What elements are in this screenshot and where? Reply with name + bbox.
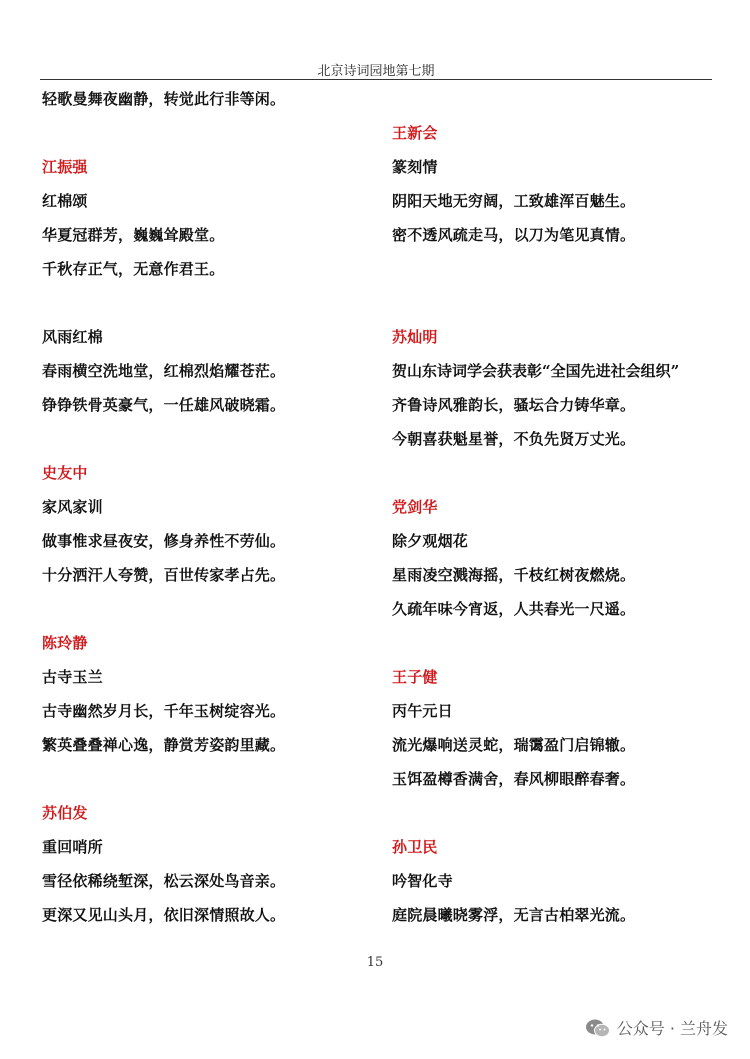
verse-line: 庭院晨曦晓雾浮，无言古柏翠光流。: [392, 906, 636, 924]
poem-title: 吟智化寺: [392, 872, 453, 890]
verse-line: 千秋存正气，无意作君王。: [42, 260, 225, 278]
verse-line: 春雨横空洗地堂，红棉烈焰耀苍茫。: [42, 362, 286, 380]
verse-line: 今朝喜获魁星誉，不负先贤万丈光。: [392, 430, 636, 448]
author-name: 苏伯发: [42, 804, 88, 822]
verse-line: 密不透风疏走马，以刀为笔见真情。: [392, 226, 636, 244]
poem-title: 贺山东诗词学会获表彰“全国先进社会组织”: [392, 362, 680, 380]
poem-title: 除夕观烟花: [392, 532, 469, 550]
verse-line: 星雨凌空溅海摇，千枝红树夜燃烧。: [392, 566, 636, 584]
author-name: 党剑华: [392, 498, 438, 516]
verse-line: 繁英叠叠禅心逸，静赏芳姿韵里藏。: [42, 736, 286, 754]
author-name: 史友中: [42, 464, 88, 482]
author-name: 江振强: [42, 158, 88, 176]
author-name: 王新会: [392, 124, 438, 142]
watermark: [585, 1016, 728, 1039]
poem-title: 家风家训: [42, 498, 103, 516]
watermark-label: 公众号 · 兰舟发: [616, 1019, 728, 1038]
poem-title: 风雨红棉: [42, 328, 103, 346]
wechat-icon: [585, 1018, 611, 1038]
verse-line: 久疏年味今宵返，人共春光一尺遥。: [392, 600, 636, 618]
poem-title: 篆刻情: [392, 158, 438, 176]
verse-line: 轻歌曼舞夜幽静，转觉此行非等闲。: [42, 90, 286, 108]
verse-line: 阴阳天地无穷阔，工致雄浑百魅生。: [392, 192, 636, 210]
verse-line: 华夏冠群芳，巍巍耸殿堂。: [42, 226, 225, 244]
header-divider: [40, 79, 712, 80]
page-number: 15: [366, 955, 384, 970]
poem-title: 丙午元日: [392, 702, 453, 720]
verse-line: 流光爆响送灵蛇，瑞霭盈门启锦辙。: [392, 736, 636, 754]
verse-line: 更深又见山头月，依旧深情照故人。: [42, 906, 286, 924]
verse-line: 玉饵盈樽香满舍，春风柳眼醉春奢。: [392, 770, 636, 788]
verse-line: 雪径依稀绕堑深，松云深处鸟音亲。: [42, 872, 286, 890]
verse-line: 齐鲁诗风雅韵长，骚坛合力铸华章。: [392, 396, 636, 414]
verse-line: 铮铮铁骨英豪气，一任雄风破晓霜。: [42, 396, 286, 414]
verse-line: 做事惟求昼夜安，修身养性不劳仙。: [42, 532, 286, 550]
verse-line: 十分洒汗人夸赞，百世传家孝占先。: [42, 566, 286, 584]
poem-title: 重回哨所: [42, 838, 103, 856]
verse-line: 古寺幽然岁月长，千年玉树绽容光。: [42, 702, 286, 720]
author-name: 苏灿明: [392, 328, 438, 346]
author-name: 孙卫民: [392, 838, 438, 856]
author-name: 陈玲静: [42, 634, 88, 652]
poem-title: 红棉颂: [42, 192, 88, 210]
author-name: 王子健: [392, 668, 438, 686]
header-title: 北京诗词园地第七期: [317, 64, 435, 79]
poem-title: 古寺玉兰: [42, 668, 103, 686]
